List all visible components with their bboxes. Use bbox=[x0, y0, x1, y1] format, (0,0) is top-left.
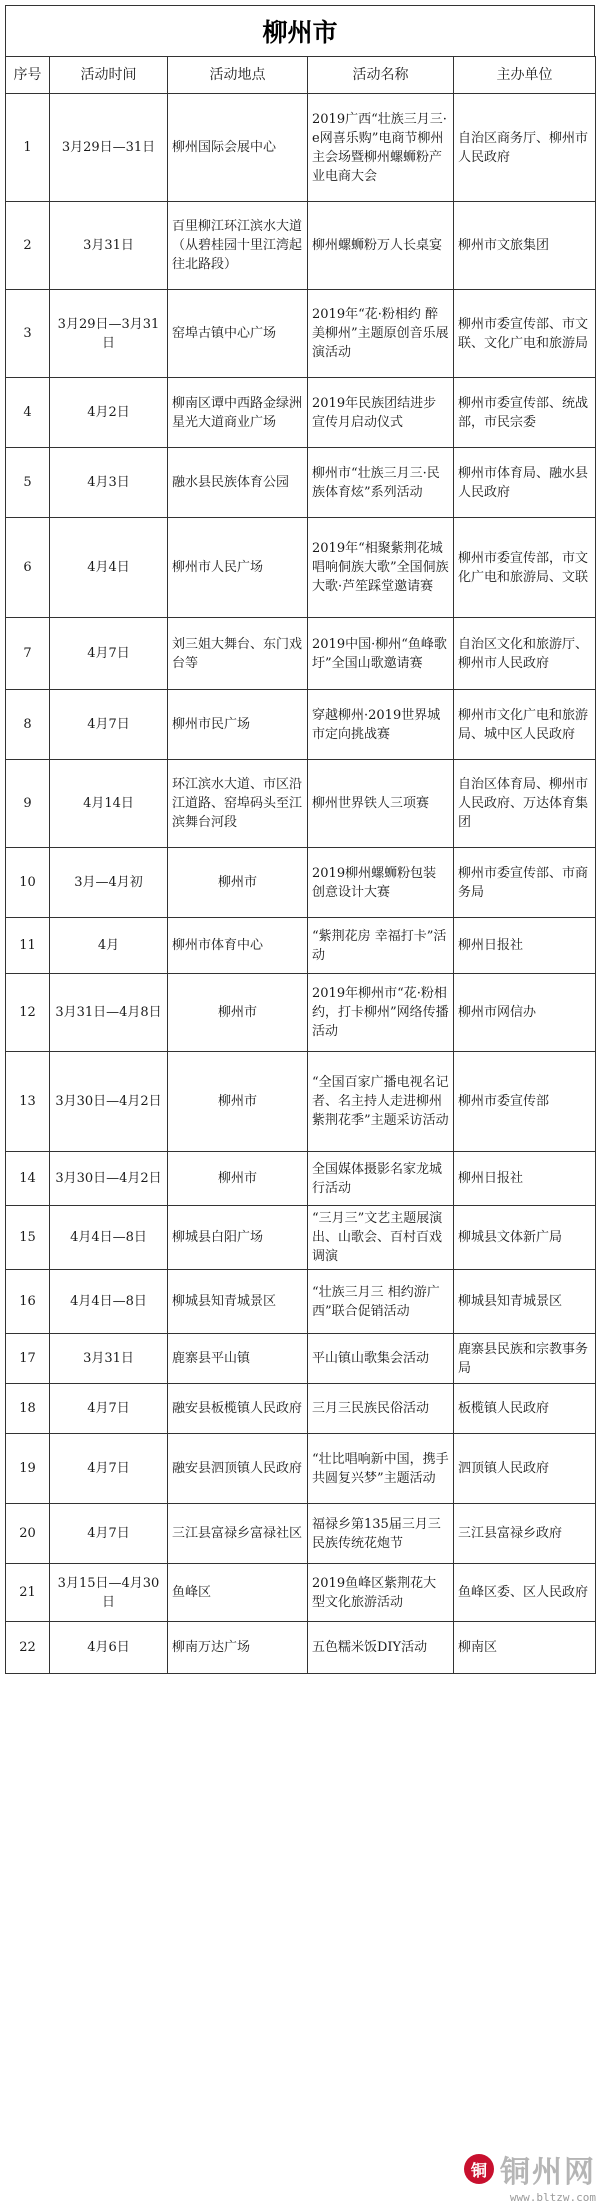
cell-time: 4月3日 bbox=[50, 448, 168, 518]
cell-org: 柳州市委宣传部、市商务局 bbox=[454, 848, 596, 918]
cell-place: 柳州市 bbox=[168, 848, 308, 918]
cell-place: 融安县板榄镇人民政府 bbox=[168, 1384, 308, 1434]
table-row bbox=[6, 1564, 596, 1622]
cell-place: 融水县民族体育公园 bbox=[168, 448, 308, 518]
table-row bbox=[6, 1384, 596, 1434]
event-table-container bbox=[5, 5, 595, 1674]
cell-place: 百里柳江环江滨水大道（从碧桂园十里江湾起往北路段） bbox=[168, 202, 308, 290]
cell-place: 柳州市民广场 bbox=[168, 690, 308, 760]
cell-no: 2 bbox=[6, 202, 50, 290]
cell-place: 柳南万达广场 bbox=[168, 1622, 308, 1674]
cell-no: 6 bbox=[6, 518, 50, 618]
cell-place: 柳州国际会展中心 bbox=[168, 94, 308, 202]
cell-name: “紫荆花房 幸福打卡”活动 bbox=[308, 918, 454, 974]
cell-org: 三江县富禄乡政府 bbox=[454, 1504, 596, 1564]
cell-no: 7 bbox=[6, 618, 50, 690]
cell-org: 柳城县文体新广局 bbox=[454, 1206, 596, 1270]
cell-place: 鹿寨县平山镇 bbox=[168, 1334, 308, 1384]
cell-org: 柳州市网信办 bbox=[454, 974, 596, 1052]
cell-time: 4月4日 bbox=[50, 518, 168, 618]
cell-no: 4 bbox=[6, 378, 50, 448]
cell-org: 鱼峰区委、区人民政府 bbox=[454, 1564, 596, 1622]
cell-org: 自治区文化和旅游厅、柳州市人民政府 bbox=[454, 618, 596, 690]
cell-name: 2019中国·柳州“鱼峰歌圩”全国山歌邀请赛 bbox=[308, 618, 454, 690]
cell-place: 柳城县白阳广场 bbox=[168, 1206, 308, 1270]
cell-name: 2019柳州螺蛳粉包装创意设计大赛 bbox=[308, 848, 454, 918]
cell-place: 刘三姐大舞台、东门戏台等 bbox=[168, 618, 308, 690]
cell-name: 2019年“相聚紫荆花城 唱响侗族大歌”全国侗族大歌·芦笙踩堂邀请赛 bbox=[308, 518, 454, 618]
table-row bbox=[6, 290, 596, 378]
cell-name: 2019鱼峰区紫荆花大型文化旅游活动 bbox=[308, 1564, 454, 1622]
cell-org: 柳州市委宣传部、统战部，市民宗委 bbox=[454, 378, 596, 448]
table-body bbox=[6, 94, 596, 1674]
cell-place: 柳州市 bbox=[168, 974, 308, 1052]
cell-no: 20 bbox=[6, 1504, 50, 1564]
cell-org: 柳州市体育局、融水县人民政府 bbox=[454, 448, 596, 518]
cell-name: 2019广西“壮族三月三·e网喜乐购”电商节柳州主会场暨柳州螺蛳粉产业电商大会 bbox=[308, 94, 454, 202]
table-row bbox=[6, 1504, 596, 1564]
watermark-logo bbox=[464, 2147, 596, 2191]
cell-time: 4月4日—8日 bbox=[50, 1206, 168, 1270]
cell-org: 柳城县知青城景区 bbox=[454, 1270, 596, 1334]
table-row bbox=[6, 518, 596, 618]
table-row bbox=[6, 202, 596, 290]
cell-org: 自治区商务厅、柳州市人民政府 bbox=[454, 94, 596, 202]
cell-time: 4月7日 bbox=[50, 690, 168, 760]
cell-place: 柳州市人民广场 bbox=[168, 518, 308, 618]
cell-org: 柳州市委宣传部，市文化广电和旅游局、文联 bbox=[454, 518, 596, 618]
cell-no: 19 bbox=[6, 1434, 50, 1504]
cell-no: 9 bbox=[6, 760, 50, 848]
watermark-url: www.bltzw.com bbox=[509, 2191, 596, 2204]
header-no: 序号 bbox=[6, 57, 50, 94]
cell-no: 5 bbox=[6, 448, 50, 518]
table-row bbox=[6, 1270, 596, 1334]
cell-name: “全国百家广播电视名记者、名主持人走进柳州紫荆花季”主题采访活动 bbox=[308, 1052, 454, 1152]
table-row bbox=[6, 448, 596, 518]
table-row bbox=[6, 974, 596, 1052]
cell-org: 鹿寨县民族和宗教事务局 bbox=[454, 1334, 596, 1384]
cell-time: 3月31日 bbox=[50, 202, 168, 290]
cell-name: 2019年柳州市“花·粉相约，打卡柳州”网络传播活动 bbox=[308, 974, 454, 1052]
cell-name: 柳州螺蛳粉万人长桌宴 bbox=[308, 202, 454, 290]
cell-time: 4月6日 bbox=[50, 1622, 168, 1674]
cell-time: 4月4日—8日 bbox=[50, 1270, 168, 1334]
cell-place: 窑埠古镇中心广场 bbox=[168, 290, 308, 378]
header-place: 活动地点 bbox=[168, 57, 308, 94]
table-row bbox=[6, 618, 596, 690]
cell-time: 3月—4月初 bbox=[50, 848, 168, 918]
cell-org: 柳州市文化广电和旅游局、城中区人民政府 bbox=[454, 690, 596, 760]
cell-no: 10 bbox=[6, 848, 50, 918]
cell-name: 柳州市“壮族三月三·民族体育炫”系列活动 bbox=[308, 448, 454, 518]
table-row bbox=[6, 1434, 596, 1504]
cell-time: 3月30日—4月2日 bbox=[50, 1052, 168, 1152]
cell-name: “三月三”文艺主题展演出、山歌会、百村百戏调演 bbox=[308, 1206, 454, 1270]
cell-place: 柳南区谭中西路金绿洲星光大道商业广场 bbox=[168, 378, 308, 448]
header-time: 活动时间 bbox=[50, 57, 168, 94]
cell-org: 柳州市委宣传部、市文联、文化广电和旅游局 bbox=[454, 290, 596, 378]
table-row bbox=[6, 760, 596, 848]
table-row bbox=[6, 378, 596, 448]
cell-no: 12 bbox=[6, 974, 50, 1052]
table-row bbox=[6, 690, 596, 760]
cell-time: 4月14日 bbox=[50, 760, 168, 848]
cell-name: 五色糯米饭DIY活动 bbox=[308, 1622, 454, 1674]
site-watermark bbox=[446, 2147, 596, 2204]
watermark-name: 铜州网 bbox=[500, 2155, 596, 2190]
cell-place: 柳州市体育中心 bbox=[168, 918, 308, 974]
event-table bbox=[5, 56, 596, 1674]
cell-no: 14 bbox=[6, 1152, 50, 1206]
cell-name: 平山镇山歌集会活动 bbox=[308, 1334, 454, 1384]
cell-no: 8 bbox=[6, 690, 50, 760]
cell-org: 自治区体育局、柳州市人民政府、万达体育集团 bbox=[454, 760, 596, 848]
cell-name: 2019年民族团结进步宣传月启动仪式 bbox=[308, 378, 454, 448]
cell-time: 3月30日—4月2日 bbox=[50, 1152, 168, 1206]
cell-name: 柳州世界铁人三项赛 bbox=[308, 760, 454, 848]
cell-org: 柳州市委宣传部 bbox=[454, 1052, 596, 1152]
table-row bbox=[6, 1206, 596, 1270]
logo-icon: 铜 bbox=[464, 2154, 494, 2184]
cell-place: 鱼峰区 bbox=[168, 1564, 308, 1622]
cell-name: 三月三民族民俗活动 bbox=[308, 1384, 454, 1434]
cell-no: 18 bbox=[6, 1384, 50, 1434]
cell-time: 4月2日 bbox=[50, 378, 168, 448]
table-row bbox=[6, 848, 596, 918]
cell-no: 13 bbox=[6, 1052, 50, 1152]
cell-place: 环江滨水大道、市区沿江道路、窑埠码头至江滨舞台河段 bbox=[168, 760, 308, 848]
cell-name: 2019年“花·粉相约 醉美柳州”主题原创音乐展演活动 bbox=[308, 290, 454, 378]
cell-time: 3月15日—4月30日 bbox=[50, 1564, 168, 1622]
table-row bbox=[6, 1334, 596, 1384]
cell-time: 3月31日 bbox=[50, 1334, 168, 1384]
cell-no: 1 bbox=[6, 94, 50, 202]
cell-no: 16 bbox=[6, 1270, 50, 1334]
cell-time: 4月7日 bbox=[50, 1434, 168, 1504]
cell-no: 15 bbox=[6, 1206, 50, 1270]
table-row bbox=[6, 918, 596, 974]
cell-place: 融安县泗顶镇人民政府 bbox=[168, 1434, 308, 1504]
table-title: 柳州市 bbox=[5, 5, 595, 56]
cell-place: 柳城县知青城景区 bbox=[168, 1270, 308, 1334]
header-org: 主办单位 bbox=[454, 57, 596, 94]
cell-no: 21 bbox=[6, 1564, 50, 1622]
cell-time: 3月29日—31日 bbox=[50, 94, 168, 202]
cell-name: “壮族三月三 相约游广西”联合促销活动 bbox=[308, 1270, 454, 1334]
cell-place: 三江县富禄乡富禄社区 bbox=[168, 1504, 308, 1564]
cell-no: 11 bbox=[6, 918, 50, 974]
cell-org: 泗顶镇人民政府 bbox=[454, 1434, 596, 1504]
header-name: 活动名称 bbox=[308, 57, 454, 94]
cell-org: 板榄镇人民政府 bbox=[454, 1384, 596, 1434]
cell-name: 穿越柳州·2019世界城市定向挑战赛 bbox=[308, 690, 454, 760]
cell-org: 柳州市文旅集团 bbox=[454, 202, 596, 290]
cell-name: “壮比唱响新中国，携手共圆复兴梦”主题活动 bbox=[308, 1434, 454, 1504]
cell-no: 3 bbox=[6, 290, 50, 378]
header-row bbox=[6, 57, 596, 94]
cell-org: 柳南区 bbox=[454, 1622, 596, 1674]
cell-org: 柳州日报社 bbox=[454, 1152, 596, 1206]
cell-no: 17 bbox=[6, 1334, 50, 1384]
cell-time: 3月31日—4月8日 bbox=[50, 974, 168, 1052]
cell-org: 柳州日报社 bbox=[454, 918, 596, 974]
cell-place: 柳州市 bbox=[168, 1052, 308, 1152]
table-row bbox=[6, 94, 596, 202]
table-row bbox=[6, 1052, 596, 1152]
cell-no: 22 bbox=[6, 1622, 50, 1674]
cell-time: 4月7日 bbox=[50, 1504, 168, 1564]
cell-time: 4月7日 bbox=[50, 1384, 168, 1434]
cell-time: 3月29日—3月31日 bbox=[50, 290, 168, 378]
table-row bbox=[6, 1622, 596, 1674]
cell-time: 4月 bbox=[50, 918, 168, 974]
cell-name: 福禄乡第135届三月三民族传统花炮节 bbox=[308, 1504, 454, 1564]
table-row bbox=[6, 1152, 596, 1206]
cell-name: 全国媒体摄影名家龙城行活动 bbox=[308, 1152, 454, 1206]
cell-place: 柳州市 bbox=[168, 1152, 308, 1206]
cell-time: 4月7日 bbox=[50, 618, 168, 690]
